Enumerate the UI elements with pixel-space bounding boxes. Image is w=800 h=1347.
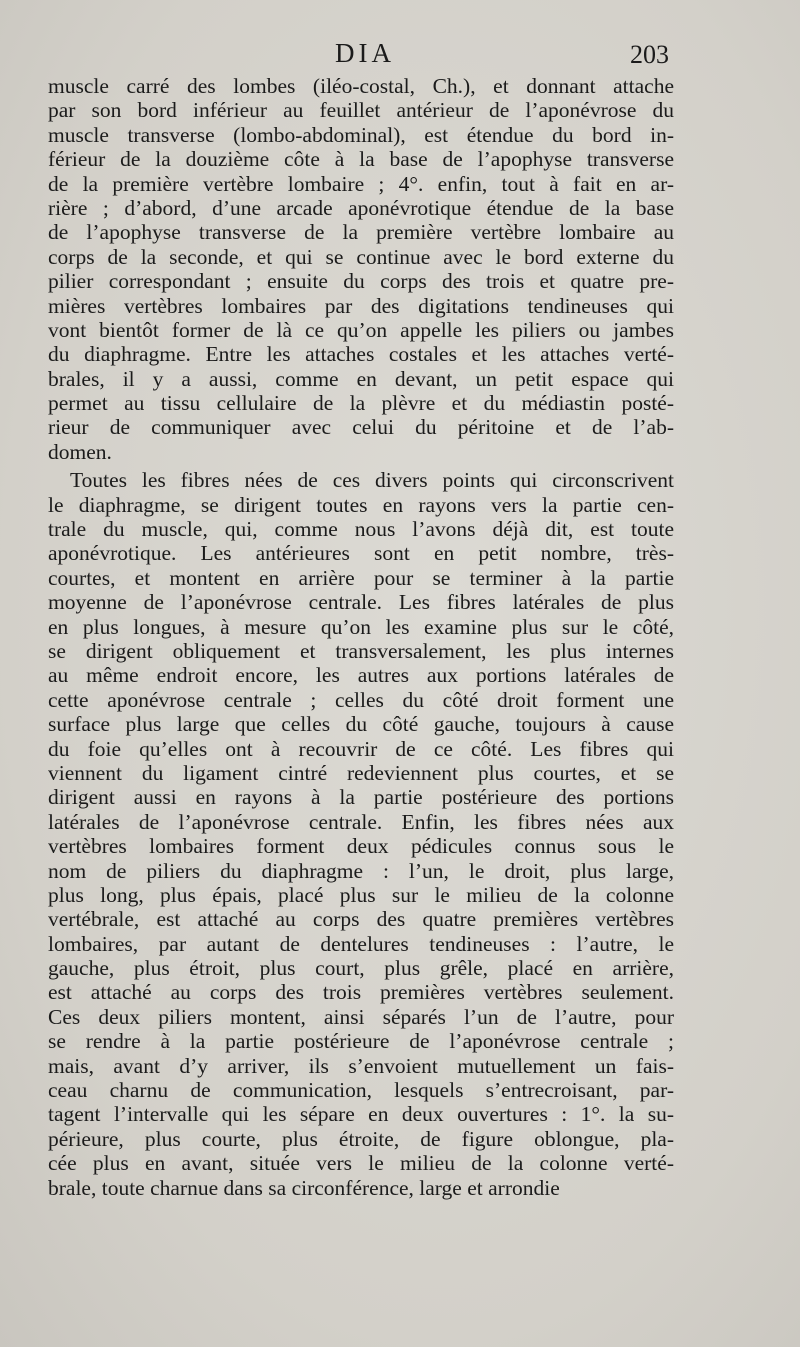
text-line: par son bord inférieur au feuillet antérieur de l’aponévrose du <box>48 98 674 123</box>
text-line: latérales de l’aponévrose centrale. Enfin, les fibres nées aux <box>48 809 674 834</box>
running-head: DIA <box>335 38 395 68</box>
text-line: est attaché au corps des trois premières vertèbres seulement. <box>48 980 674 1005</box>
page-number: 203 <box>630 40 669 69</box>
text-line: le diaphragme, se dirigent toutes en rayons vers la partie cen- <box>48 492 674 517</box>
text-line: cette aponévrose centrale ; celles du côté droit forment une <box>48 687 674 712</box>
text-line: du foie qu’elles ont à recouvrir de ce côté. Les fibres qui <box>48 736 674 761</box>
text-line: pilier correspondant ; ensuite du corps des trois et quatre pre- <box>48 269 674 294</box>
text-line: corps de la seconde, et qui se continue avec le bord externe du <box>48 244 674 269</box>
text-line: du diaphragme. Entre les attaches costales et les attaches verté- <box>48 342 674 367</box>
text-line: dirigent aussi en rayons à la partie postérieure des portions <box>48 785 674 810</box>
text-line: surface plus large que celles du côté gauche, toujours à cause <box>48 712 674 737</box>
paragraph-2 <box>48 468 674 1200</box>
text-line: périeure, plus courte, plus étroite, de figure oblongue, pla- <box>48 1126 674 1151</box>
text-line: en plus longues, à mesure qu’on les examine plus sur le côté, <box>48 614 674 639</box>
text-line: moyenne de l’aponévrose centrale. Les fibres latérales de plus <box>48 590 674 615</box>
text-line: vont bientôt former de là ce qu’on appelle les piliers ou jambes <box>48 317 674 342</box>
text-line: Toutes les fibres nées de ces divers points qui circonscrivent <box>70 468 674 493</box>
text-line: cée plus en avant, située vers le milieu de la colonne verté- <box>48 1151 674 1176</box>
text-line: se dirigent obliquement et transversalement, les plus internes <box>48 638 674 663</box>
text-line: Ces deux piliers montent, ainsi séparés l’un de l’autre, pour <box>48 1004 674 1029</box>
text-line: viennent du ligament cintré redeviennent plus courtes, et se <box>48 760 674 785</box>
text-line: nom de piliers du diaphragme : l’un, le droit, plus large, <box>48 858 674 883</box>
text-line: mais, avant d’y arriver, ils s’envoient mutuellement un fais- <box>48 1053 674 1078</box>
text-line: lombaires, par autant de dentelures tendineuses : l’autre, le <box>48 931 674 956</box>
text-line: de l’apophyse transverse de la première vertèbre lombaire au <box>48 220 674 245</box>
text-line: muscle transverse (lombo-abdominal), est étendue du bord in- <box>48 122 674 147</box>
text-line: permet au tissu cellulaire de la plèvre et du médiastin posté- <box>48 391 674 416</box>
text-line: de la première vertèbre lombaire ; 4°. enfin, tout à fait en ar- <box>48 171 674 196</box>
text-line: au même endroit encore, les autres aux portions latérales de <box>48 663 674 688</box>
text-line: plus long, plus épais, placé plus sur le milieu de la colonne <box>48 882 674 907</box>
text-line: férieur de la douzième côte à la base de l’apophyse transverse <box>48 147 674 172</box>
text-line: vertèbres lombaires forment deux pédicules connus sous le <box>48 834 674 859</box>
text-line: rière ; d’abord, d’une arcade aponévrotique étendue de la base <box>48 195 674 220</box>
text-line: mières vertèbres lombaires par des digitations tendineuses qui <box>48 293 674 318</box>
text-line: rieur de communiquer avec celui du péritoine et de l’ab- <box>48 415 674 440</box>
text-line: aponévrotique. Les antérieures sont en petit nombre, très- <box>48 541 674 566</box>
text-line: brales, il y a aussi, comme en devant, un petit espace qui <box>48 366 674 391</box>
page-header <box>0 38 800 72</box>
text-line: domen. <box>48 439 112 464</box>
text-line: courtes, et montent en arrière pour se terminer à la partie <box>48 565 674 590</box>
text-line: gauche, plus étroit, plus court, plus grêle, placé en arrière, <box>48 956 674 981</box>
text-line: tagent l’intervalle qui les sépare en deux ouvertures : 1°. la su- <box>48 1102 674 1127</box>
text-line: vertébrale, est attaché au corps des quatre premières vertèbres <box>48 907 674 932</box>
text-line: ceau charnu de communication, lesquels s’entrecroisant, par- <box>48 1078 674 1103</box>
text-line: se rendre à la partie postérieure de l’aponévrose centrale ; <box>48 1029 674 1054</box>
text-line: brale, toute charnue dans sa circonférence, large et arrondie <box>48 1175 560 1200</box>
paragraph-1 <box>48 74 674 464</box>
text-line: trale du muscle, qui, comme nous l’avons déjà dit, est toute <box>48 517 674 542</box>
text-line: muscle carré des lombes (iléo-costal, Ch.), et donnant attache <box>48 74 674 98</box>
body-text <box>48 74 674 1200</box>
